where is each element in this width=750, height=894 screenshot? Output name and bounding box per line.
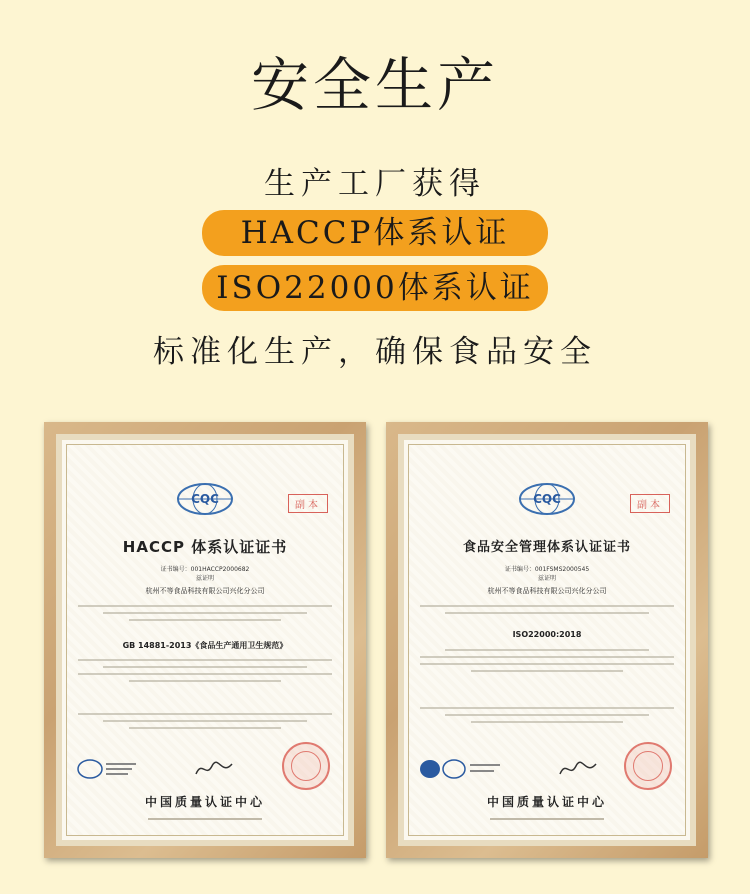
certificate-title: HACCP 体系认证证书 — [122, 538, 288, 556]
cnas-logo-icon — [76, 758, 142, 780]
certificate-company: 杭州不等食品科技有限公司兴化分公司 — [487, 587, 607, 595]
certificate-dates — [420, 702, 674, 728]
certificate-text-lines — [420, 644, 674, 677]
cqc-logo-icon — [518, 482, 576, 516]
copy-stamp: 副本 — [630, 494, 670, 513]
copy-stamp: 副本 — [288, 494, 328, 513]
official-seal-icon — [624, 742, 672, 790]
certificate-text-lines — [420, 600, 674, 619]
certificate — [56, 434, 354, 846]
certificate-proof: 兹证明 — [195, 575, 214, 582]
iaf-cnas-logo-icon — [418, 758, 508, 780]
signature-icon — [194, 758, 234, 780]
certificate-number: 证书编号：001HACCP2000682 — [160, 566, 250, 573]
haccp-badge: HACCP体系认证 — [202, 210, 548, 256]
iso22000-certificate-frame — [386, 422, 708, 858]
page-title: 安全生产 — [250, 51, 499, 119]
certificate-issuer: 中国质量认证中心 — [486, 795, 607, 809]
cqc-logo-icon — [176, 482, 234, 516]
certificate-text-lines — [78, 654, 332, 687]
certificate-proof: 兹证明 — [537, 575, 556, 582]
certificate-text-lines — [78, 600, 332, 626]
svg-text:CQC: CQC — [533, 492, 561, 506]
tagline: 标准化生产，确保食品安全 — [153, 334, 597, 370]
official-seal-icon — [282, 742, 330, 790]
iso-badge: ISO22000体系认证 — [202, 265, 548, 311]
certificate-issuer: 中国质量认证中心 — [144, 795, 265, 809]
issuer-address-line — [148, 818, 262, 820]
certificate-title: 食品安全管理体系认证证书 — [462, 540, 631, 555]
issuer-address-line — [490, 818, 604, 820]
certificate-dates — [78, 708, 332, 734]
certificate-number: 证书编号：001FSMS2000545 — [504, 566, 590, 573]
certificate — [398, 434, 696, 846]
certificate-standard: GB 14881-2013《食品生产通用卫生规范》 — [122, 641, 288, 650]
svg-text:CQC: CQC — [191, 492, 219, 506]
certificate-company: 杭州不等食品科技有限公司兴化分公司 — [145, 587, 265, 595]
certificate-standard: ISO22000:2018 — [512, 630, 582, 639]
haccp-certificate-frame — [44, 422, 366, 858]
subtitle: 生产工厂获得 — [264, 166, 486, 202]
signature-icon — [558, 758, 598, 780]
